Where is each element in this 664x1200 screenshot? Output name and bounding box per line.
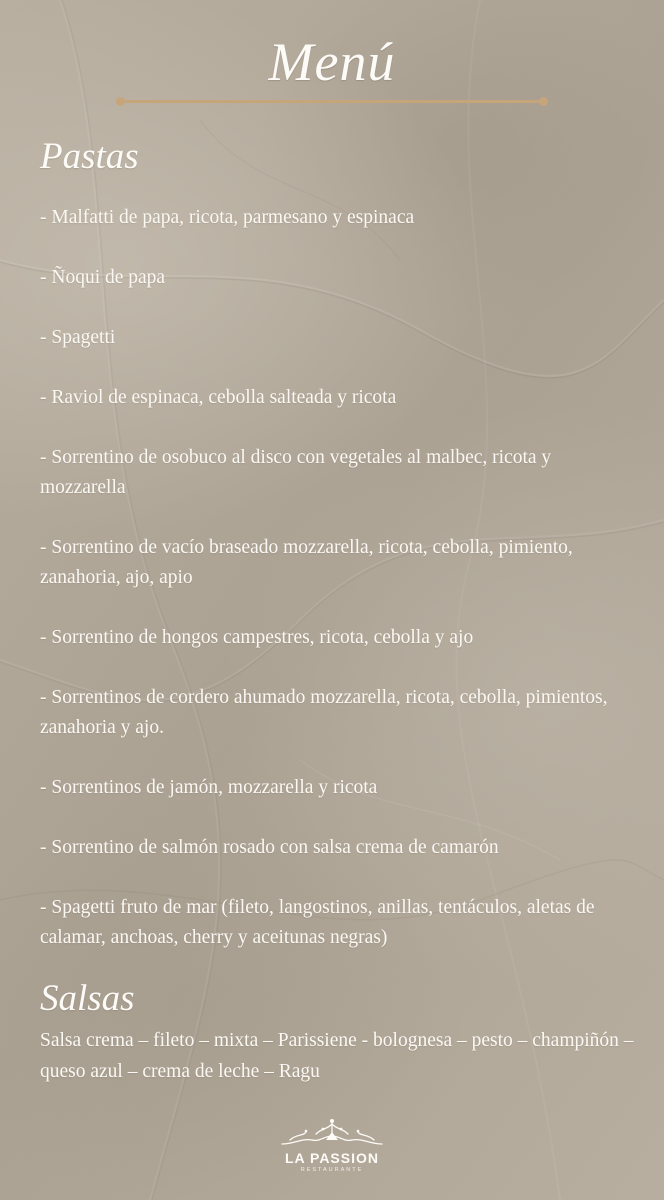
pasta-item-malfatti: - Malfatti de papa, ricota, parmesano y espinaca	[40, 207, 415, 228]
menu-title: Menú	[268, 32, 396, 92]
pasta-item-sorrentino-jamon: - Sorrentinos de jamón, mozzarella y ricota	[40, 777, 378, 798]
pasta-item-spagetti: - Spagetti	[40, 327, 116, 348]
pasta-item-spagetti-fruto-de-mar: - Spagetti fruto de mar (fileto, langostinos, anillas, tentáculos, aletas de calamar, anchoas, cherry y aceitunas negras)	[40, 897, 595, 948]
ornament-crown-icon	[276, 1118, 388, 1148]
salsas-list: Salsa crema – fileto – mixta – Parissiene - bolognesa – pesto – champiñón – queso azul – crema de leche – Ragu	[40, 1030, 634, 1082]
logo-subtitle: RESTAURANTE	[300, 1167, 364, 1173]
pasta-item-sorrentino-vacio: - Sorrentino de vacío braseado mozzarella, ricota, cebolla, pimiento, zanahoria, ajo, apio	[40, 537, 573, 588]
logo-name: LA PASSION	[284, 1150, 379, 1166]
salsas-section-title: Salsas	[40, 978, 135, 1019]
pasta-item-sorrentino-osobuco: - Sorrentino de osobuco al disco con vegetales al malbec, ricota y mozzarella	[40, 447, 552, 498]
pasta-item-sorrentino-hongos: - Sorrentino de hongos campestres, ricota, cebolla y ajo	[40, 627, 474, 648]
pasta-item-sorrentino-cordero: - Sorrentinos de cordero ahumado mozzarella, ricota, cebolla, pimientos, zanahoria y ajo.	[40, 687, 608, 738]
pasta-item-sorrentino-salmon: - Sorrentino de salmón rosado con salsa crema de camarón	[40, 837, 499, 858]
pasta-item-raviol: - Raviol de espinaca, cebolla salteada y ricota	[40, 387, 397, 408]
title-divider	[120, 100, 544, 103]
pastas-list	[40, 203, 640, 983]
pastas-section-title: Pastas	[40, 136, 139, 177]
pasta-item-noqui: - Ñoqui de papa	[40, 267, 166, 288]
restaurant-logo	[262, 1118, 402, 1182]
